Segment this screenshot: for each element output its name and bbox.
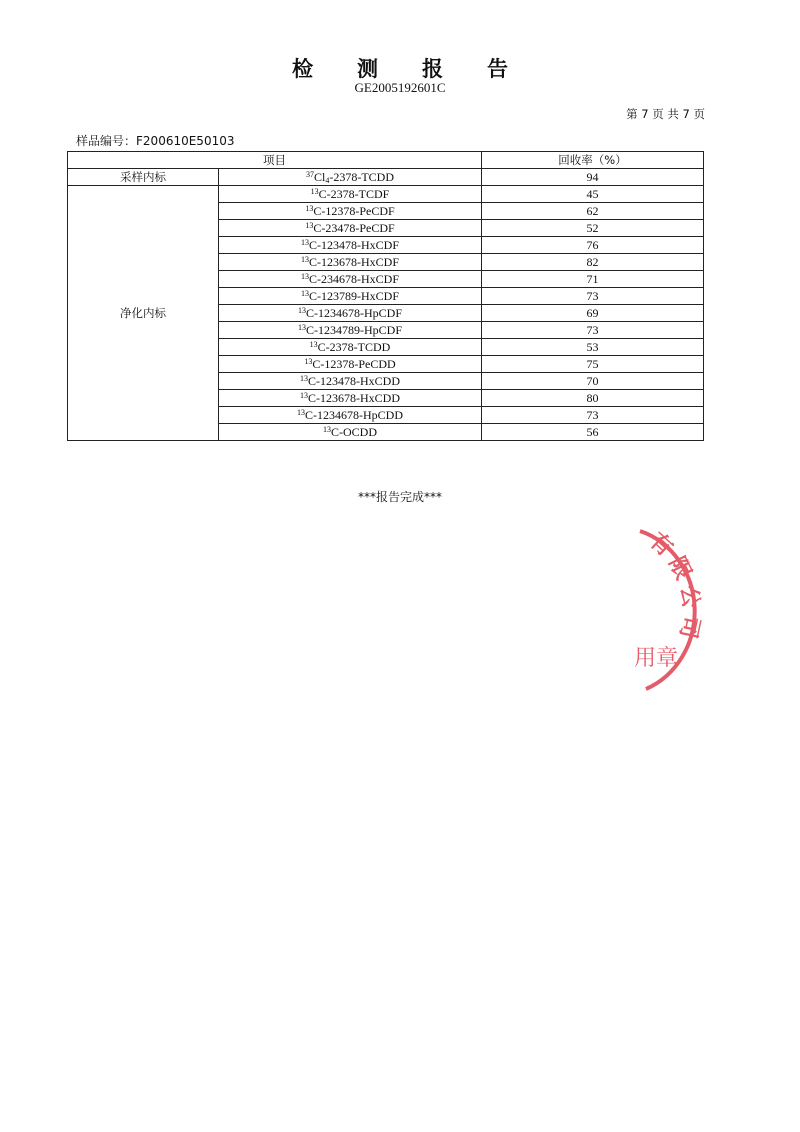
compound-name [219, 305, 482, 322]
compound-label: C-1234678-HpCDD [305, 407, 403, 422]
compound-name [219, 373, 482, 390]
recovery-value: 73 [482, 322, 704, 339]
compound-label: C-23478-PeCDF [313, 220, 395, 235]
compound-name [219, 169, 482, 186]
recovery-value: 82 [482, 254, 704, 271]
svg-text:有限公司 [644, 528, 704, 647]
sample-number-label: 样品编号： [76, 134, 137, 148]
compound-label: C-1234789-HpCDF [305, 322, 402, 337]
compound-name [219, 237, 482, 254]
seal-tail-text: 用章 [634, 646, 679, 671]
isotope-mass: 13 [305, 220, 314, 230]
group-label: 净化内标 [68, 186, 219, 441]
table-header-row [68, 152, 704, 169]
recovery-value: 73 [482, 407, 704, 424]
isotope-mass: 13 [300, 373, 308, 383]
company-seal [590, 525, 720, 695]
compound-label: C-2378-TCDD [317, 339, 391, 354]
compound-name [219, 424, 482, 441]
isotope-mass: 13 [300, 254, 309, 264]
compound-label: Cl [313, 169, 326, 184]
compound-label: C-OCDD [330, 424, 377, 439]
isotope-mass: 13 [300, 288, 309, 298]
compound-label: C-2378-TCDF [318, 186, 390, 201]
isotope-mass: 13 [300, 271, 309, 281]
compound-name [219, 339, 482, 356]
isotope-mass: 13 [309, 339, 318, 349]
compound-label: C-123678-HxCDD [308, 390, 400, 405]
compound-label: C-234678-HxCDF [308, 271, 399, 286]
recovery-value: 70 [482, 373, 704, 390]
group-label: 采样内标 [68, 169, 219, 186]
column-header-item: 项目 [68, 152, 482, 169]
page-indicator: 第 7 页 共 7 页 [626, 107, 705, 121]
title-char: 测 [357, 57, 378, 81]
isotope-mass: 13 [310, 186, 319, 196]
compound-name [219, 271, 482, 288]
isotope-mass: 13 [305, 203, 314, 213]
recovery-value: 53 [482, 339, 704, 356]
seal-text: 有限公司 [644, 528, 704, 647]
title-char: 报 [422, 57, 443, 81]
recovery-value: 52 [482, 220, 704, 237]
recovery-value: 62 [482, 203, 704, 220]
column-header-recovery: 回收率（%） [482, 152, 704, 169]
sample-number [76, 132, 234, 149]
compound-name [219, 407, 482, 424]
recovery-value: 71 [482, 271, 704, 288]
isotope-mass: 13 [300, 237, 309, 247]
recovery-value: 94 [482, 169, 704, 186]
recovery-value: 76 [482, 237, 704, 254]
recovery-value: 45 [482, 186, 704, 203]
compound-label: C-123478-HxCDF [308, 237, 399, 252]
recovery-value: 75 [482, 356, 704, 373]
compound-name [219, 288, 482, 305]
compound-name [219, 254, 482, 271]
compound-name [219, 356, 482, 373]
compound-label: C-123789-HxCDF [308, 288, 399, 303]
report-title [0, 53, 800, 83]
isotope-mass: 13 [304, 356, 313, 366]
sample-number-value: F200610E50103 [136, 134, 235, 148]
recovery-value: 69 [482, 305, 704, 322]
compound-name [219, 220, 482, 237]
report-end-marker: ***报告完成*** [357, 490, 442, 504]
title-char: 告 [487, 57, 508, 81]
compound-label: C-123678-HxCDF [308, 254, 399, 269]
recovery-table [67, 151, 704, 441]
compound-label: C-123478-HxCDD [308, 373, 400, 388]
isotope-mass: 13 [322, 424, 331, 434]
table-row [68, 169, 704, 186]
isotope-mass: 13 [300, 390, 308, 400]
recovery-value: 73 [482, 288, 704, 305]
report-number: GE2005192601C [354, 80, 446, 95]
compound-suffix: -2378-TCDD [329, 169, 394, 184]
compound-name [219, 203, 482, 220]
compound-label: C-1234678-HpCDF [305, 305, 402, 320]
recovery-value: 56 [482, 424, 704, 441]
isotope-mass: 13 [297, 407, 305, 417]
compound-label: C-12378-PeCDF [313, 203, 395, 218]
atom-count: 4 [325, 175, 330, 185]
title-char: 检 [292, 57, 313, 81]
table-row [68, 186, 704, 203]
compound-name [219, 390, 482, 407]
recovery-value: 80 [482, 390, 704, 407]
compound-name [219, 322, 482, 339]
isotope-mass: 13 [297, 305, 306, 315]
isotope-mass: 13 [297, 322, 306, 332]
compound-name [219, 186, 482, 203]
compound-label: C-12378-PeCDD [312, 356, 396, 371]
isotope-mass: 37 [305, 169, 314, 179]
